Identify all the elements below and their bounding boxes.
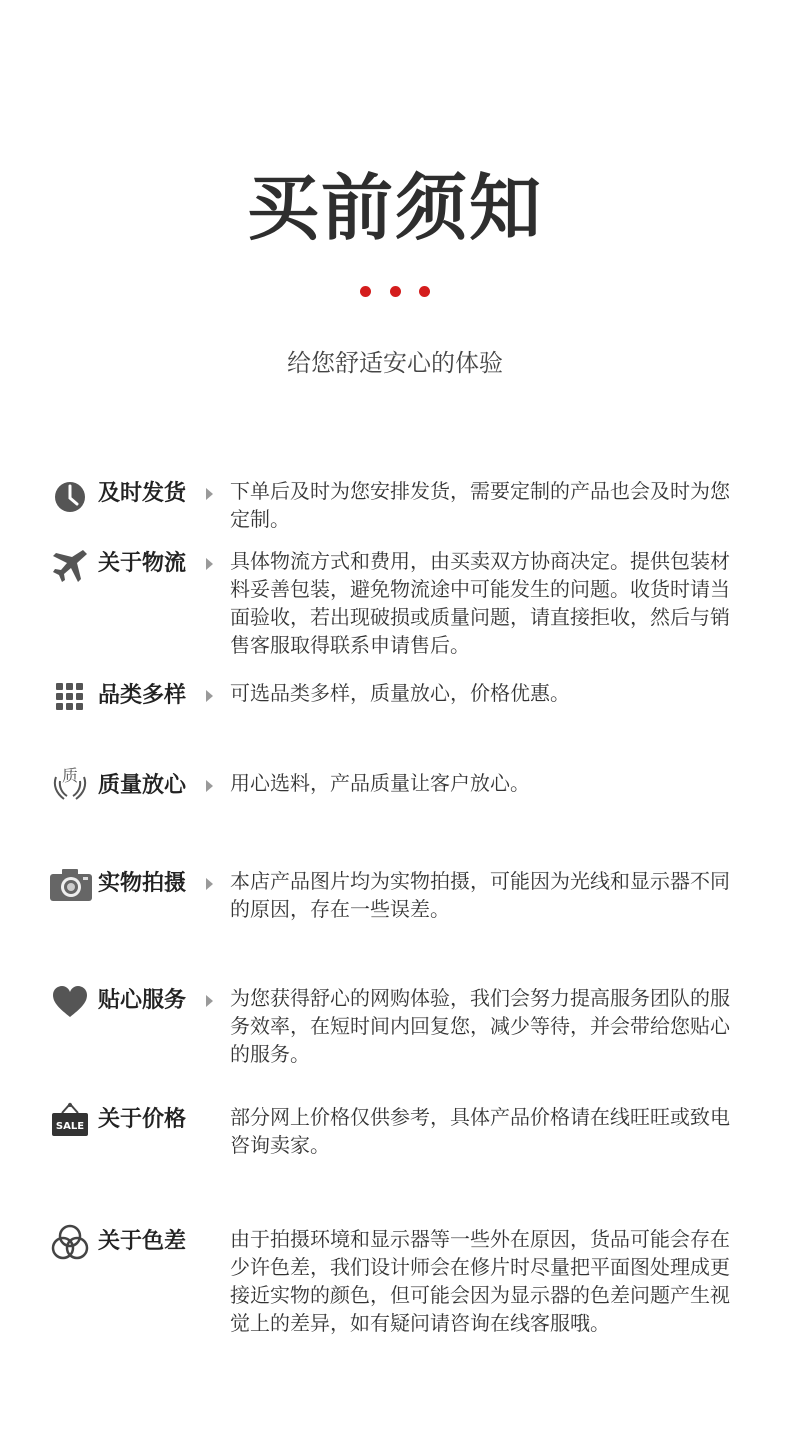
notice-label: 实物拍摄 bbox=[98, 871, 187, 896]
page-title: 买前须知 bbox=[246, 166, 543, 250]
arrow-right-icon bbox=[206, 488, 213, 500]
notice-panel bbox=[20, 447, 770, 1407]
notice-text: 部分网上价格仅供参考，具体产品价格请在线旺旺或致电咨询卖家。 bbox=[230, 1105, 730, 1157]
notice-text: 下单后及时为您安排发货，需要定制的产品也会及时为您定制。 bbox=[230, 479, 730, 531]
grid-icon bbox=[50, 677, 90, 717]
notice-text: 具体物流方式和费用，由买卖双方协商决定。提供包装材料妥善包装，避免物流途中可能发生的问题。收货时请当面验收，若出现破损或质量问题，请直接拒收，然后与销售客服取得联系申请售后。 bbox=[230, 549, 730, 657]
arrow-right-icon bbox=[206, 690, 213, 702]
notice-label: 关于价格 bbox=[98, 1107, 187, 1132]
notice-text: 为您获得舒心的网购体验，我们会努力提高服务团队的服务效率，在短时间内回复您，减少等待，并会带给您贴心的服务。 bbox=[230, 986, 730, 1066]
sale-tag-icon bbox=[50, 1101, 90, 1141]
quality-icon-text: 质 bbox=[61, 766, 79, 785]
notice-text: 用心选料，产品质量让客户放心。 bbox=[230, 771, 530, 795]
notice-label: 质量放心 bbox=[98, 773, 187, 798]
quality-hands-icon bbox=[50, 763, 90, 803]
dot bbox=[419, 286, 430, 297]
notice-text: 由于拍摄环境和显示器等一些外在原因，货品可能会存在少许色差，我们设计师会在修片时尽量把平面图处理成更接近实物的颜色，但可能会因为显示器的色差问题产生视觉上的差异，如有疑问请咨询在线客服哦。 bbox=[230, 1227, 730, 1335]
notice-label: 及时发货 bbox=[98, 481, 187, 506]
notice-label: 贴心服务 bbox=[98, 988, 187, 1013]
sale-icon-text: SALE bbox=[55, 1121, 85, 1132]
notice-label: 品类多样 bbox=[98, 683, 187, 708]
dot bbox=[360, 286, 371, 297]
camera-icon bbox=[48, 865, 94, 905]
notice-text: 可选品类多样，质量放心，价格优惠。 bbox=[230, 681, 570, 705]
notice-label: 关于物流 bbox=[98, 551, 187, 576]
airplane-icon bbox=[50, 545, 90, 585]
page-subtitle: 给您舒适安心的体验 bbox=[287, 349, 503, 377]
heart-icon bbox=[50, 982, 90, 1022]
arrow-right-icon bbox=[206, 878, 213, 890]
notice-text: 本店产品图片均为实物拍摄，可能因为光线和显示器不同的原因，存在一些误差。 bbox=[230, 869, 730, 921]
arrow-right-icon bbox=[206, 995, 213, 1007]
title-dots bbox=[360, 286, 430, 298]
dot bbox=[390, 286, 401, 297]
arrow-right-icon bbox=[206, 558, 213, 570]
color-circles-icon bbox=[50, 1223, 90, 1263]
arrow-right-icon bbox=[206, 780, 213, 792]
clock-icon bbox=[50, 477, 90, 517]
notice-label: 关于色差 bbox=[98, 1229, 187, 1254]
